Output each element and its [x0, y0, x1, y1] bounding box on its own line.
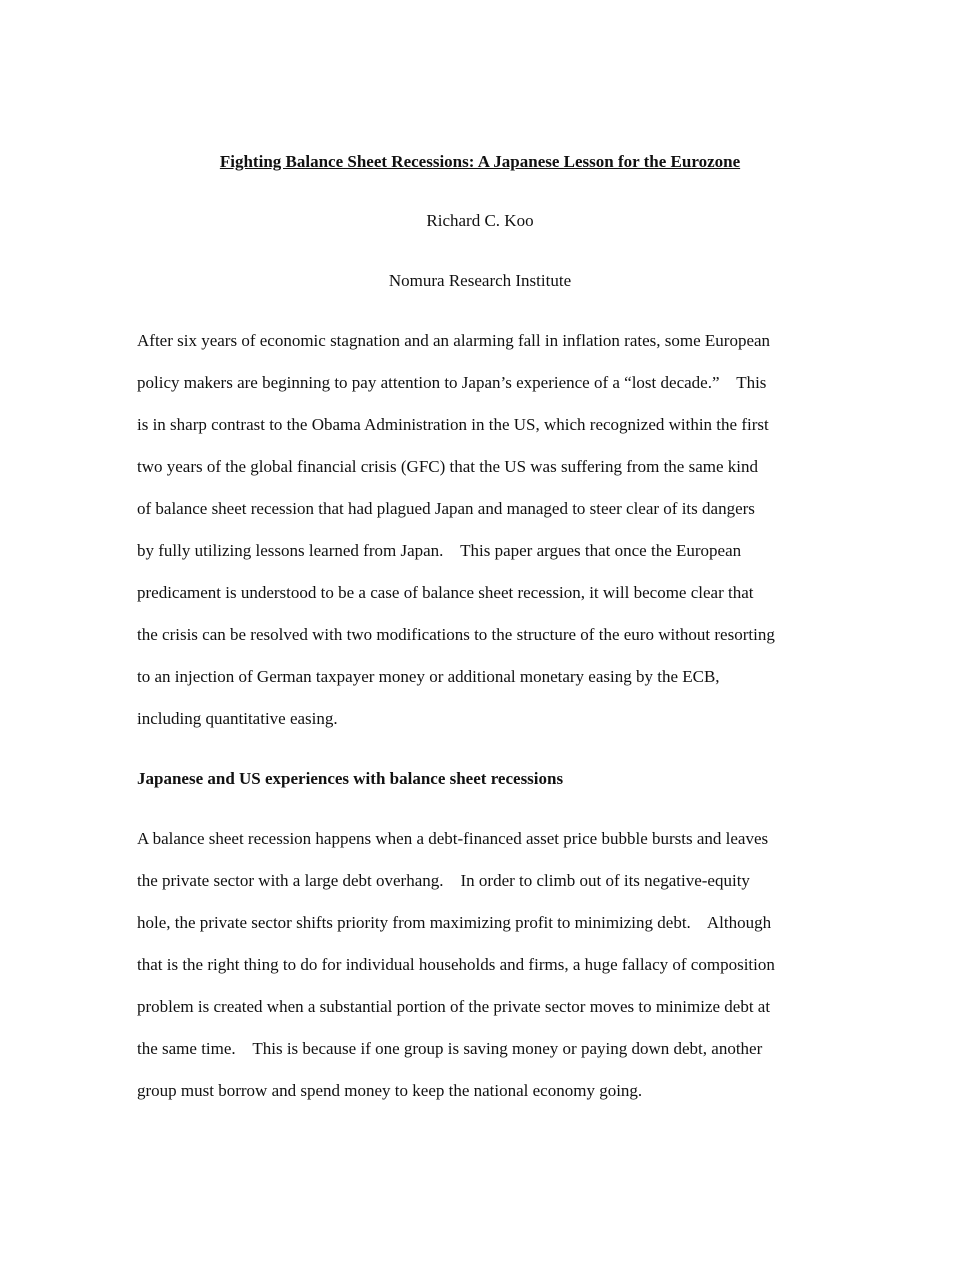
text-line: After six years of economic stagnation and an alarming fall in inflation rates, some European: [137, 331, 771, 350]
text-line: to an injection of German taxpayer money or additional monetary easing by the ECB,: [137, 667, 720, 686]
text-line: two years of the global financial crisis (GFC) that the US was suffering from the same kind: [137, 457, 758, 476]
author-name: Richard C. Koo: [426, 211, 534, 230]
abstract-paragraph: [137, 329, 837, 749]
text-line: hole, the private sector shifts priority from maximizing profit to minimizing debt. Although: [137, 913, 772, 932]
text-line: the private sector with a large debt overhang. In order to climb out of its negative-equity: [137, 871, 750, 890]
section-heading: Japanese and US experiences with balance sheet recessions: [137, 769, 564, 788]
text-line: is in sharp contrast to the Obama Administration in the US, which recognized within the first: [137, 415, 769, 434]
text-line: the crisis can be resolved with two modifications to the structure of the euro without resorting: [137, 625, 775, 644]
text-line: including quantitative easing.: [137, 709, 338, 728]
text-line: that is the right thing to do for individual households and firms, a huge fallacy of composition: [137, 955, 775, 974]
text-line: policy makers are beginning to pay attention to Japan’s experience of a “lost decade.” This: [137, 373, 767, 392]
text-line: of balance sheet recession that had plagued Japan and managed to steer clear of its dangers: [137, 499, 755, 518]
text-line: problem is created when a substantial portion of the private sector moves to minimize debt at: [137, 997, 771, 1016]
text-line: A balance sheet recession happens when a debt-financed asset price bubble bursts and leaves: [137, 829, 769, 848]
paper-title: Fighting Balance Sheet Recessions: A Japanese Lesson for the Eurozone: [219, 152, 741, 171]
body-paragraph: [137, 827, 837, 1121]
text-line: predicament is understood to be a case of balance sheet recession, it will become clear that: [137, 583, 754, 602]
text-line: group must borrow and spend money to keep the national economy going.: [137, 1081, 643, 1100]
text-line: the same time. This is because if one group is saving money or paying down debt, another: [137, 1039, 763, 1058]
text-line: by fully utilizing lessons learned from Japan. This paper argues that once the European: [137, 541, 742, 560]
author-affiliation: Nomura Research Institute: [388, 271, 572, 290]
